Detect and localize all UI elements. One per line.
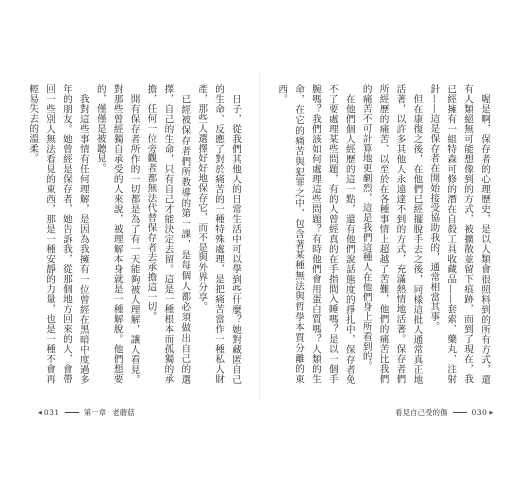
right-page-footer: [395, 407, 495, 418]
triangle-marker-icon: ◀: [38, 409, 42, 416]
right-page-body: [276, 84, 492, 384]
left-page-footer: [36, 407, 135, 418]
triangle-marker-icon: ▶: [489, 409, 494, 416]
chapter-title: 老蘑菇: [112, 408, 135, 417]
divider: [453, 412, 467, 413]
paragraph: 已經被保存者們所教導的第一課，是每個人都必須做出自己的選擇，自己的生命，只有自己才能決定去留。這是一種根本而孤獨的承擔，任何一位旁觀者都無法代替保存者去承擔這一切。: [145, 84, 191, 384]
page-number: 031: [43, 408, 60, 417]
paragraph: 喔是啊，保存者的心理歷史，是以人類會很照料到的所有方式，還有人類絕無可能想像到的方式，被擴散並留下痕跡，而到了現在，我已經擁有一組特森可修的潛在自殺工具收藏品——套索、藥丸、注射針——這是保存者在開始接受協助我的，通常相當其事。: [428, 84, 490, 384]
page-number: 030: [471, 408, 488, 417]
paragraph: 開有保存者所作的一切都是為了有一天能夠被人理解，讓人看見。對那些曾經獨自承受的人來說，被理解本身就是一種解脫。他們想要的，僅僅是被聽見。: [94, 84, 140, 384]
running-title: 看見自己受的傷: [395, 408, 448, 417]
paragraph: 日子，從我們其他人的日常生活中可以學到些什麼？她對藏匿自己的生命、反應了對於痛苦的一種特殊處理，是把痛苦當作一種私人財產，那些人選擇好好地保存它，而不是與外界分享。: [196, 84, 241, 384]
right-page: [260, 0, 520, 500]
paragraph: 我對這些事情有任何理解，是因為我擁有一位曾經在黑暗中度過多年的朋友。她曾經是保存者，她告訴我，從那個地方回來的人，會帶回一些別人無法看見的東西，那是一種安靜的力量，也是一種不會再輕易失去的溫柔。: [27, 84, 89, 384]
left-page-body: [27, 84, 243, 384]
chapter-label: 第一章: [83, 408, 107, 417]
paragraph: 但在康復之後，在他們已經擺脫手去之後，同樣這批人通常真正地活著，以許多其他人永遠達不到的方式，充滿熱情地活著。保存者們所經歷的痛苦、以至於在各種事情上超越了苦難，他們的痛苦比我們的痛苦不可計算地更劇烈，這是我們這種人在他們身上所看到的。: [360, 84, 423, 384]
divider: [65, 412, 79, 413]
paragraph: 在他們個人經歷的這一點，還有他們說話態度的掙扎中，保存者免不了要處理某些問題，有的人曾經真的在手指間入睡嗎？是以一個手腕嗎？我們該如何處理這些問題？有時他們會用蛋白質嗎？人類的生命，在它的痛苦與犯罪之中，包含著某種無法與哲學本質分離的東西。: [276, 84, 355, 384]
